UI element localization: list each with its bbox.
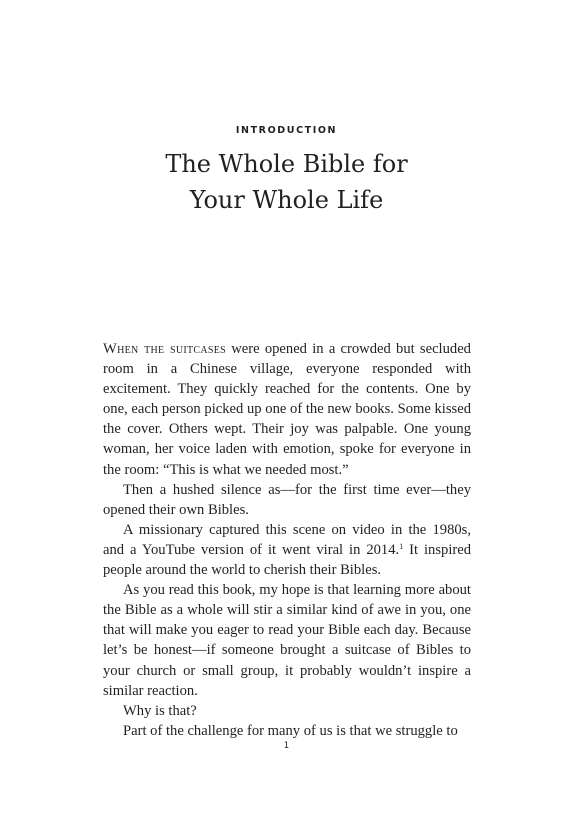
paragraph-3-text-b: It inspired people around the world to cherish their Bibles. [103, 541, 472, 579]
chapter-title [0, 146, 573, 218]
paragraph-1-lead: When the suitcases [103, 341, 226, 357]
page-number: 1 [283, 741, 290, 751]
body-text [103, 339, 471, 741]
paragraph-3 [103, 520, 471, 580]
chapter-kicker: INTRODUCTION [235, 125, 338, 136]
paragraph-4: As you read this book, my hope is that learning more about the Bible as a whole will stir a similar kind of awe in you, one that will make you eager to read your Bible each day. Because let’s be honest—if someone brought a suitcase of Bibles to your church or small group, it probably wouldn’t inspire a similar reaction. [103, 582, 471, 699]
paragraph-1-text: were opened in a crowded but secluded room in a Chinese village, everyone responded with excitement. They quickly reached for the contents. One by one, each person picked up one of the new books. Some kissed the cover. Others wept. Their joy was palpable. One young woman, her voice laden with emotion, spoke for everyone in the room: “This is what we needed most.” [103, 341, 471, 478]
chapter-title-line-2: Your Whole Life [189, 186, 384, 214]
paragraph-1 [103, 339, 471, 480]
chapter-title-line-1: The Whole Bible for [165, 150, 408, 178]
paragraph-3-text-a: A missionary captured this scene on video in the 1980s, and a YouTube version of it went viral in 2014. [103, 521, 471, 558]
paragraph-2: Then a hushed silence as—for the first time ever—they opened their own Bibles. [103, 481, 471, 518]
footnote-marker[interactable]: 1 [399, 541, 404, 551]
paragraph-6: Part of the challenge for many of us is that we struggle to [123, 722, 458, 739]
paragraph-5: Why is that? [123, 702, 197, 719]
